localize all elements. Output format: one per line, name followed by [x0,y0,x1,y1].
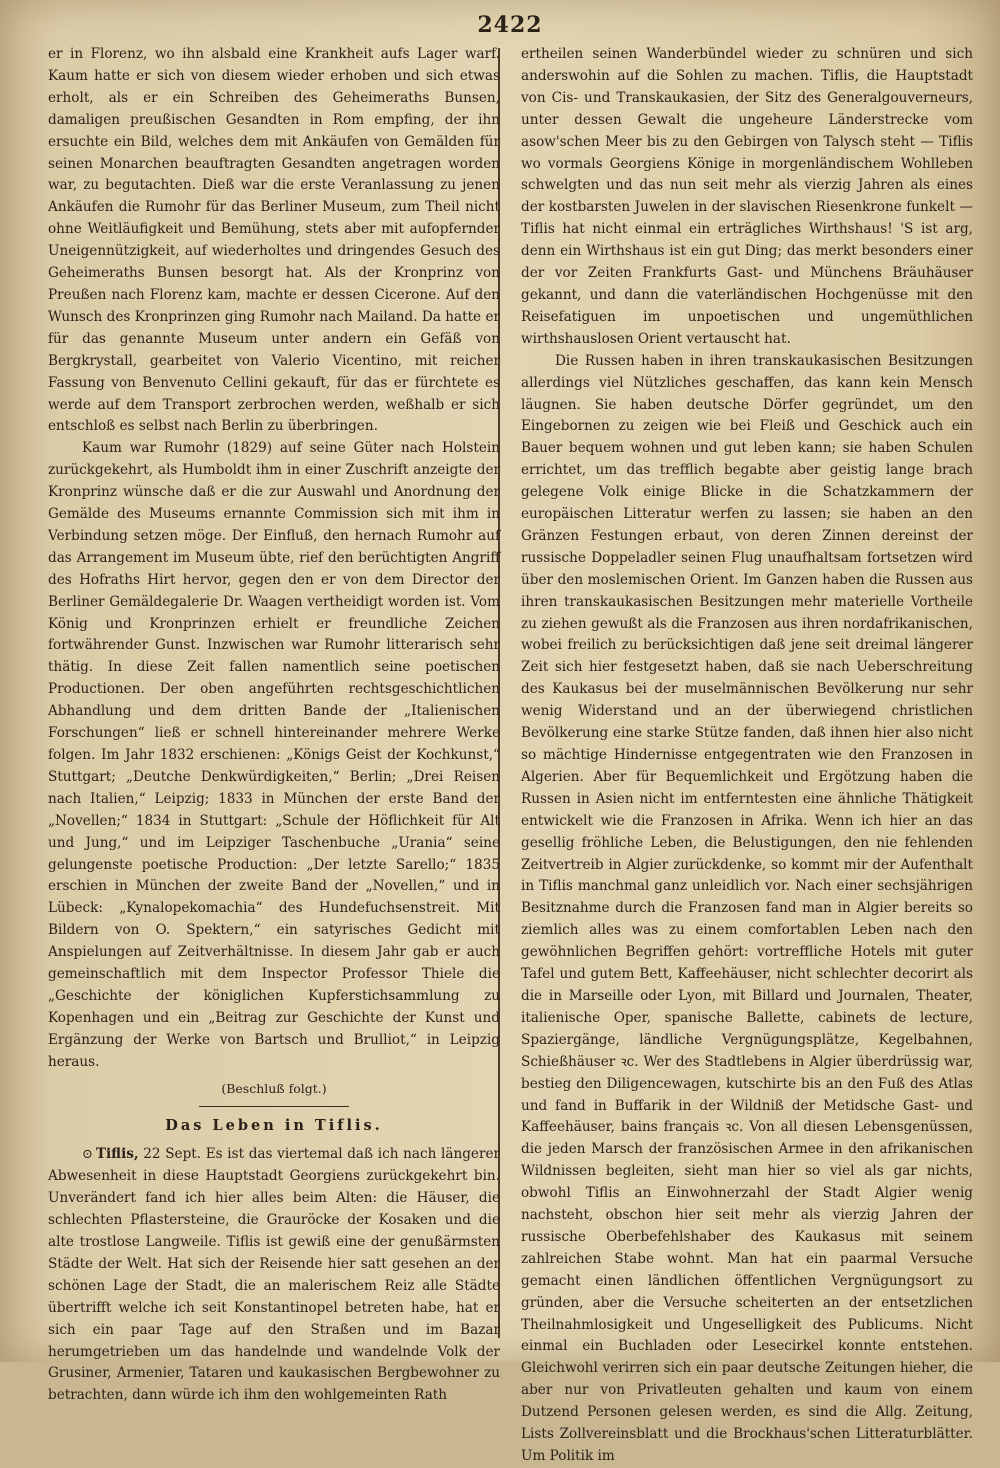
left-paragraph-1: er in Florenz, wo ihn alsbald eine Krankheit aufs Lager warf. Kaum hatte er sich von diesem wieder erhoben und sich etwas erholt, als er ein Schreiben des Geheimeraths Bunsen, damaligen preußischen Gesandten in Rom empfing, der ihn ersuchte ein Bild, welches dem mit Ankäufen von Gemälden für seinen Monarchen beauftragten Gesandten angetragen worden war, zu begutachten. Dieß war die erste Veranlassung zu jenen Ankäufen die Rumohr für das Berliner Museum, zum Theil nicht ohne Weitläufigkeit und Bemühung, stets aber mit aufopfernder Uneigennützigkeit, auf wiederholtes und dringendes Gesuch des Geheimeraths Bunsen besorgt hat. Als der Kronprinz von Preußen nach Florenz kam, machte er dessen Cicerone. Auf den Wunsch des Kronprinzen ging Rumohr nach Mailand. Da hatte er für das genannte Museum unter andern ein Gefäß von Bergkrystall, gearbeitet von Valerio Vicentino, mit reicher Fassung von Benvenuto Cellini gekauft, für das er fürchtete es werde auf dem Transport zerbrochen werden, weßhalb er sich entschloß es selbst nach Berlin zu überbringen. [48,46,500,435]
left-paragraph-2: Kaum war Rumohr (1829) auf seine Güter nach Holstein zurückgekehrt, als Humboldt ihm in einer Zuschrift anzeigte der Kronprinz wünsche daß er die zur Auswahl und Anordnung der Gemälde des Museums ernannte Commission sich mit ihm in Verbindung setzen möge. Der Einfluß, den hernach Rumohr auf das Arrangement im Museum übte, rief den berüchtigten Angriff des Hofraths Hirt hervor, gegen den er von dem Director der Berliner Gemäldegalerie Dr. Waagen vertheidigt worden ist. Vom König und Kronprinzen erhielt er freundliche Zeichen fortwährender Gunst. Inzwischen war Rumohr litterarisch sehr thätig. In diese Zeit fallen namentlich seine poetischen Productionen. Der oben angeführten rechtsgeschichtlichen Abhandlung und dem dritten Bande der „Italienischen Forschungen“ ließ er schnell hintereinander mehrere Werke folgen. Im Jahr 1832 erschienen: „Königs Geist der Kochkunst,“ Stuttgart; „Deutche Denkwürdigkeiten,“ Berlin; „Drei Reisen nach Italien,“ Leipzig; 1833 in München der erste Band der „Novellen;“ 1834 in Stuttgart: „Schule der Höflichkeit für Alt und Jung,“ und im Leipziger Taschenbuche „Urania“ seine gelungenste poetische Production: „Der letzte Sarello;“ 1835 erschien in München der zweite Band der „Novellen,“ und in Lübeck: „Kynalopekomachia“ des Hundefuchsenstreit. Mit Bildern von O. Spektern,“ ein satyrisches Gedicht mit Anspielungen auf Zeitverhältnisse. In diesem Jahr gab er auch gemeinschaftlich mit dem Inspector Professor Thiele die „Geschichte der königlichen Kupferstichsammlung zu Kopenhagen und ein „Beitrag zur Geschichte der Kunst und Ergänzung der Werke von Bartsch und Brulliot,“ in Leipzig heraus. [48,440,500,1070]
left-column [48,44,500,1407]
continuation-note: (Beschluß folgt.) [221,1080,327,1096]
right-paragraph-2: Die Russen haben in ihren transkaukasischen Besitzungen allerdings viel Nützliches geschaffen, das kann kein Mensch läugnen. Sie haben deutsche Dörfer gegründet, um den Eingebornen zu zeigen wie bei Fleiß und Geschick auch ein Bauer bequem wohnen und gut leben kann; sie haben Schulen errichtet, um das trefflich begabte aber geistig lange brach gelegene Volk einige Blicke in die Schatzkammern der europäischen Litteratur werfen zu lassen; sie haben an den Gränzen Festungen erbaut, von deren Zinnen dereinst der russische Doppeladler seinen Flug unaufhaltsam fortsetzen wird über den moslemischen Orient. Im Ganzen haben die Russen aus ihren transkaukasischen Besitzungen mehr materielle Vortheile zu ziehen gewußt als die Franzosen aus ihren nordafrikanischen, wobei freilich zu berücksichtigen daß jene seit dreimal längerer Zeit sich hier festgesetzt haben, daß sie nach Ueberschreitung des Kaukasus bei der muselmännischen Bevölkerung nur sehr wenig Widerstand und an der überwiegend christlichen Bevölkerung eine starke Stütze fanden, daß ihnen hier also nicht so mächtige Hindernisse entgegentraten wie den Franzosen in Algerien. Aber für Bequemlichkeit und Ergötzung haben die Russen in Asien nicht im entferntesten eine ähnliche Thätigkeit entwickelt wie die Franzosen in Afrika. Wenn ich hier an das gesellig fröhliche Leben, die Belustigungen, den nie fehlenden Zeitvertreib in Algier zurückdenke, so kommt mir der Aufenthalt in Tiflis manchmal ganz unleidlich vor. Nach einer sechsjährigen Besitznahme durch die Franzosen fand man in Algier bereits so ziemlich alles was zu einem comfortablen Leben nach den gewöhnlichen Begriffen gehört: vortreffliche Hotels mit guter Tafel und gutem Bett, Kaffeehäuser, nicht schlechter decorirt als die in Marseille oder Lyon, mit Billard und Journalen, Theater, italienische Oper, spanische Ballette, cabinets de lecture, Spaziergänge, ländliche Vergnügungsplätze, Kegelbahnen, Schießhäuser ꝛc. Wer des Stadtlebens in Algier überdrüssig war, bestieg den Diligencewagen, kutschirte bis an den Fuß des Atlas und fand in Buffarik in der Wildniß der Metidsche Gast- und Kaffeehäuser, bains français ꝛc. Von all diesen Lebensgenüssen, die jeden Marsch der französischen Armee in den afrikanischen Wildnissen begleiten, sieht man hier so viel als gar nichts, obwohl Tiflis an Einwohnerzahl der Stadt Algier wenig nachsteht, obschon hier seit mehr als vierzig Jahren der russische Oberbefehlshaber des Kaukasus mit seinem zahlreichen Stabe wohnt. Man hat ein paarmal Versuche gemacht einen ländlichen öffentlichen Vergnügungsort zu gründen, aber die Versuche scheiterten an der entsetzlichen Theilnahmlosigkeit und Ungeselligkeit des Publicums. Nicht einmal ein Buchladen oder Lesecirkel konnte entstehen. Gleichwohl verirren sich ein paar deutsche Zeitungen hieher, die aber nur von Privatleuten gehalten und kaum von einem Dutzend Personen gelesen werden, es sind die Allg. Zeitung, Lists Zollvereinsblatt und die Brockhaus'schen Litteraturblätter. Um Politik im [521,352,973,1464]
article-paragraph [48,1144,500,1407]
right-paragraph-1: ertheilen seinen Wanderbündel wieder zu schnüren und sich anderswohin auf die Sohlen zu machen. Tiflis, die Hauptstadt von Cis- und Transkaukasien, der Sitz des Generalgouverneurs, unter dessen Gewalt die ungeheure Länderstrecke vom asow'schen Meer bis zu den Gebirgen von Talysch steht — Tiflis wo vormals Georgiens Könige in morgenländischem Wohlleben schwelgten und das nun seit mehr als vierzig Jahren als eines der kostbarsten Juwelen in der slavischen Riesenkrone funkelt — Tiflis hat nicht einmal ein erträgliches Wirthshaus! 'S ist arg, denn ein Wirthshaus ist ein gut Ding; das merkt besonders einer der vor Zeiten Frankfurts Gast- und Münchens Bräuhäuser gekannt, und dann die vaterländischen Hochgenüsse mit den Reisefatiguen im unpoetischen und ungemüthlichen wirthshauslosen Orient vertauscht hat. [521,46,973,347]
article-divider [199,1106,349,1107]
article-dateline: Tiflis, [95,1146,139,1163]
article-title: Das Leben in Tiflis. [165,1116,383,1134]
article-body-text: 22 Sept. Es ist das viertemal daß ich nach längerer Abwesenheit in diese Hauptstadt Georgiens zurückgekehrt bin. Unverändert fand ich hier alles beim Alten: die Häuser, die schlechten Pflastersteine, die Grauröcke der Kosaken und die alte trostlose Langweile. Tiflis ist gewiß eine der genußärmsten Städte der Welt. Hat sich der Reisende hier satt gesehen an der schönen Lage der Stadt, die an malerischem Reiz alle Städte übertrifft welche ich seit Konstantinopel betreten habe, hat er sich ein paar Tage auf den Straßen und im Bazar herumgetrieben um das handelnde und wandelnde Volk der Grusiner, Armenier, Tataren und kaukasischen Bergbewohner zu betrachten, dann würde ich ihm den wohlgemeinten Rath [48,1146,500,1404]
correspondent-mark-icon: ⊙ [82,1147,93,1163]
right-column [521,44,973,1468]
page-number: 2422 [477,12,543,38]
